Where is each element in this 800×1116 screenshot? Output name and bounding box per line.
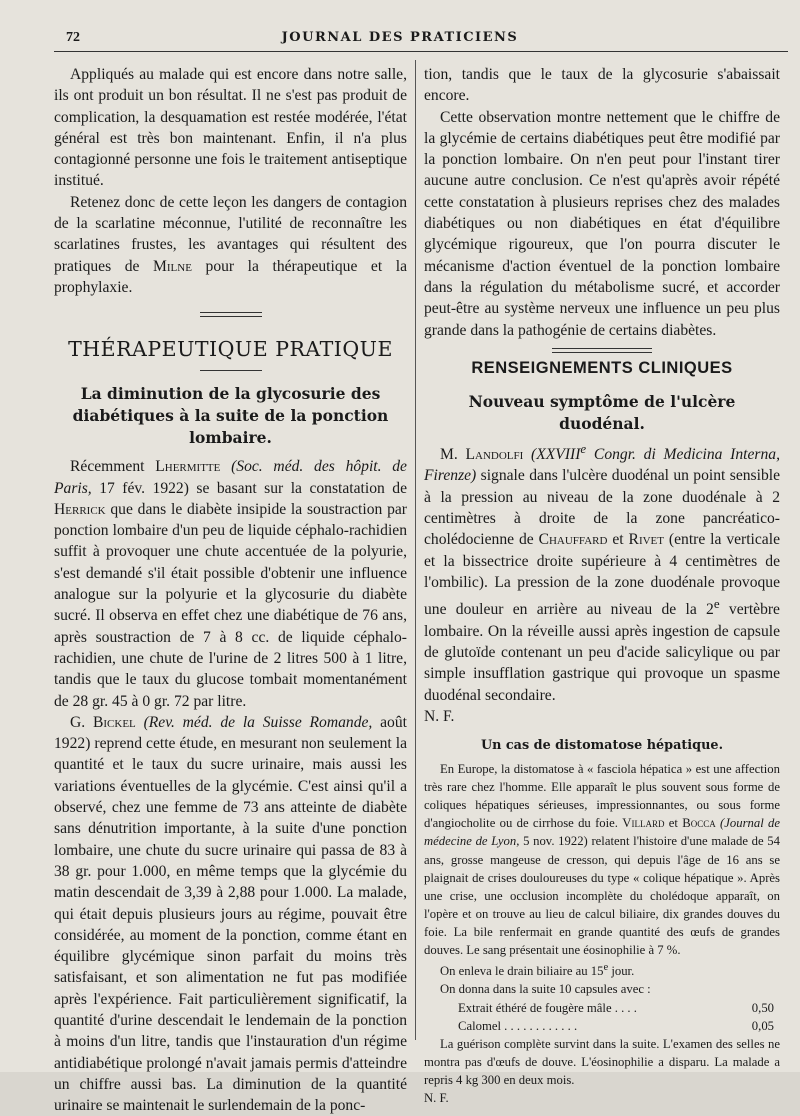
- paragraph-text: que dans le diabète insipide la soustraction par ponction lombaire d'un peu de liquide céphalo-rachidien suffit à provoquer une chute accentuée de la polyurie, s'est demandé s'il était possible d'obtenir une influence analogue sur la polyurie et la glycosurie du diabète sucré. Il observa en effet chez une diabétique de 76 ans, après soustraction de 7 à 8 cc. de liquide céphalo-rachidien, une chute de l'urine de 2 litres 500 à 1 litre, tandis que le taux du glucose tombait momentanément de 28 gr. 45 à 0 gr. 72 par litre.: [54, 500, 407, 710]
- author-name: Lhermitte: [155, 458, 221, 476]
- prescription-line: [424, 1017, 780, 1035]
- paragraph-text: En Europe, la distomatose à « fasciola hépatica » est une affection très rare chez l'homme. Elle apparaît le plus souvent sous forme de coliques hépatiques sérieuses, impressionnantes, ou sous forme d'angiocholite ou de cirrhose du foie.: [424, 762, 780, 831]
- reference: (Rev. méd. de la Suisse Romande,: [143, 713, 373, 731]
- paragraph-text: août 1922) reprend cette étude, en mesurant non seulement la quantité et le taux du sucre urinaire, mais aussi les variations éventuelles de la glycémie. C'est ainsi qu'il a observé, chez une femme de 73 ans atteinte de diabète sans dénutrition importante, à la suite d'une ponction lombaire, une chute du sucre urinaire qui passa de 83 à 38 gr. pour 1.000, en même temps que la glycémie du matin descendait de 3,39 à 2,88 pour 1.000. La malade, qui était depuis plusieurs jours au régime, pouvait être considérée, au moment de la ponction, comme étant en équilibre glycémique sinon parfait du moins très satisfaisant, et son alimentation ne fut pas modifiée après l'expérience. Fait particulièrement significatif, la quantité d'urine descendait le lendemain de la ponction à moins d'un litre, tandis que l'instauration d'un régime antidiabétique prolongé n'avait jamais permis d'atteindre un chiffre aussi bas. La diminution de la quantité urinaire se maintenait le surlendemain de la ponc-: [54, 713, 407, 1115]
- paragraph-text: Récemment: [70, 458, 145, 476]
- paragraph-text: (entre la verticale et la bissectrice droite supérieure à 4 centimètres de l'ombilic). La pression de la zone duodénale provoque une douleur en arrière au niveau de la 2: [424, 531, 780, 619]
- paragraph: [424, 959, 780, 980]
- author-name: Bocca: [682, 816, 716, 831]
- paragraph: [54, 192, 407, 298]
- column-divider: [415, 60, 416, 1040]
- paragraph: [54, 712, 407, 1116]
- header-rule: [54, 51, 788, 52]
- section-separator: [552, 348, 652, 353]
- paragraph-text: Retenez donc de cette leçon les dangers de contagion de la scarlatine méconnue, l'utilité de reconnaître les scarlatines frustes, les avantages qui résultent des pratiques de: [54, 193, 407, 275]
- title-rule: [200, 370, 262, 371]
- paragraph-text: jour.: [611, 964, 635, 979]
- paragraph-text: et: [612, 531, 624, 549]
- paragraph-text: vertèbre lombaire. On la réveille aussi après ingestion de capsule de glutoïde contenant un peu d'acide salicylique ou par simple insufflation gastrique qui provoque un spasme duodénal secondaire.: [424, 601, 780, 704]
- author-name: Milne: [153, 257, 192, 275]
- author-name: Herrick: [54, 500, 106, 518]
- paragraph-text: On donna dans la suite 10 capsules avec :: [440, 982, 651, 997]
- section-title: THÉRAPEUTIQUE PRATIQUE: [68, 337, 393, 362]
- paragraph-text: La guérison complète survint dans la suite. L'examen des selles ne montra pas d'œufs de douve. L'éosinophilie a disparu. La malade a repris 4 kg 300 en deux mois.: [424, 1036, 780, 1087]
- author-name: Chauffard: [538, 531, 608, 549]
- section-title: RENSEIGNEMENTS CLINIQUES: [471, 358, 733, 377]
- section-separator: [200, 312, 262, 317]
- article-title: Un cas de distomatose hépatique.: [480, 738, 724, 754]
- prescription-item: Extrait éthéré de fougère mâle . . . .: [458, 1000, 637, 1015]
- reference: (Journal de médecine de Lyon,: [424, 816, 781, 849]
- paragraph: [424, 1035, 780, 1089]
- paragraph-text: pour la thérapeutique et la prophylaxie.: [54, 257, 407, 296]
- paragraph: [54, 456, 407, 712]
- prescription-dose: 0,50: [751, 1000, 774, 1015]
- signature: N. F.: [424, 1091, 449, 1106]
- page-number: 72: [66, 30, 80, 45]
- paragraph: [424, 438, 780, 706]
- small-print-block: [424, 760, 780, 1107]
- author-name: Rivet: [628, 531, 664, 549]
- paragraph-text: G.: [70, 713, 86, 731]
- author-name: Villard: [622, 816, 665, 831]
- superscript: e: [713, 596, 720, 612]
- paragraph: [424, 760, 780, 959]
- author-name: Bickel: [92, 713, 136, 731]
- paragraph-text: On enleva le drain biliaire au 15: [440, 964, 604, 979]
- paragraph: [424, 107, 780, 341]
- article-title: La diminution de la glycosurie des diabétiques à la suite de la ponction lombaire.: [72, 384, 389, 448]
- signature: N. F.: [424, 707, 455, 725]
- superscript: e: [580, 440, 587, 456]
- running-header: [0, 30, 800, 50]
- paragraph-text: signale dans l'ulcère duodénal un point sensible à la pression au niveau de la zone duodénale à 2 centimètres à droite de la zone pancréatico-cholédocienne de: [424, 467, 780, 549]
- paragraph: [424, 64, 780, 107]
- prescription-dose: 0,05: [751, 1018, 774, 1033]
- reference-text: Congr. di Medicina Interna, Firenze): [424, 446, 780, 485]
- left-column: [54, 64, 407, 1116]
- superscript: e: [603, 962, 609, 974]
- article-title: Nouveau symptôme de l'ulcère duodénal.: [468, 391, 736, 433]
- reference: (Soc. méd. des hôpit. de Paris,: [54, 458, 407, 497]
- journal-title: JOURNAL DES PRATICIENS: [281, 30, 519, 45]
- author-name: Landolfi: [465, 446, 524, 464]
- paragraph-text: tion, tandis que le taux de la glycosurie s'abaissait encore.: [424, 66, 780, 105]
- paragraph-text: 5 nov. 1922) relatent l'histoire d'une malade de 54 ans, grosse mangeuse de cresson, qui depuis l'âge de 16 ans se plaignait de crises douloureuses du type « colique hépatique ». Après une crise, une occlusion incomplète du cholédoque apparaît, on l'opère et on trouve au lieu de calcul biliaire, dix grandes douves du foie. La bile renfermait en grande quantité des œufs de grandes douves. Le sang présentait une éosinophilie à 7 %.: [424, 834, 780, 958]
- paragraph-text: Appliqués au malade qui est encore dans notre salle, ils ont produit un bon résultat. Il ne s'est pas produit de complication, la desquamation est restée modérée, l'état général est très bon maintenant. Enfin, il n'a plus contagionné personne une fois le traitement antiseptique institué.: [54, 66, 407, 190]
- paragraph-text: et: [668, 816, 678, 831]
- right-column: [424, 64, 780, 1107]
- paragraph-text: M.: [440, 446, 458, 464]
- prescription-line: [424, 999, 780, 1017]
- paragraph: [424, 980, 780, 998]
- prescription-item: Calomel . . . . . . . . . . . .: [458, 1018, 578, 1033]
- reference-text: (XXVIII: [531, 446, 581, 464]
- paragraph: [54, 64, 407, 192]
- paragraph-text: 17 fév. 1922) se basant sur la constatation de: [99, 479, 407, 497]
- paragraph-text: Cette observation montre nettement que le chiffre de la glycémie de certains diabétiques peut être modifié par la ponction lombaire. On n'en peut pour l'instant tirer aucune autre conclusion. Ce n'est qu'après avoir répété cette constatation à plusieurs reprises chez des malades diabétiques ou non diabétiques en état d'équilibre glycémique rigoureux, que l'on pourra discuter le mécanisme d'action éventuel de la ponction lombaire dans la régulation du métabolisme sucré, et accorder peut-être au système nerveux une influence un peu plus grande dans la pathogénie de certains diabètes.: [424, 108, 780, 339]
